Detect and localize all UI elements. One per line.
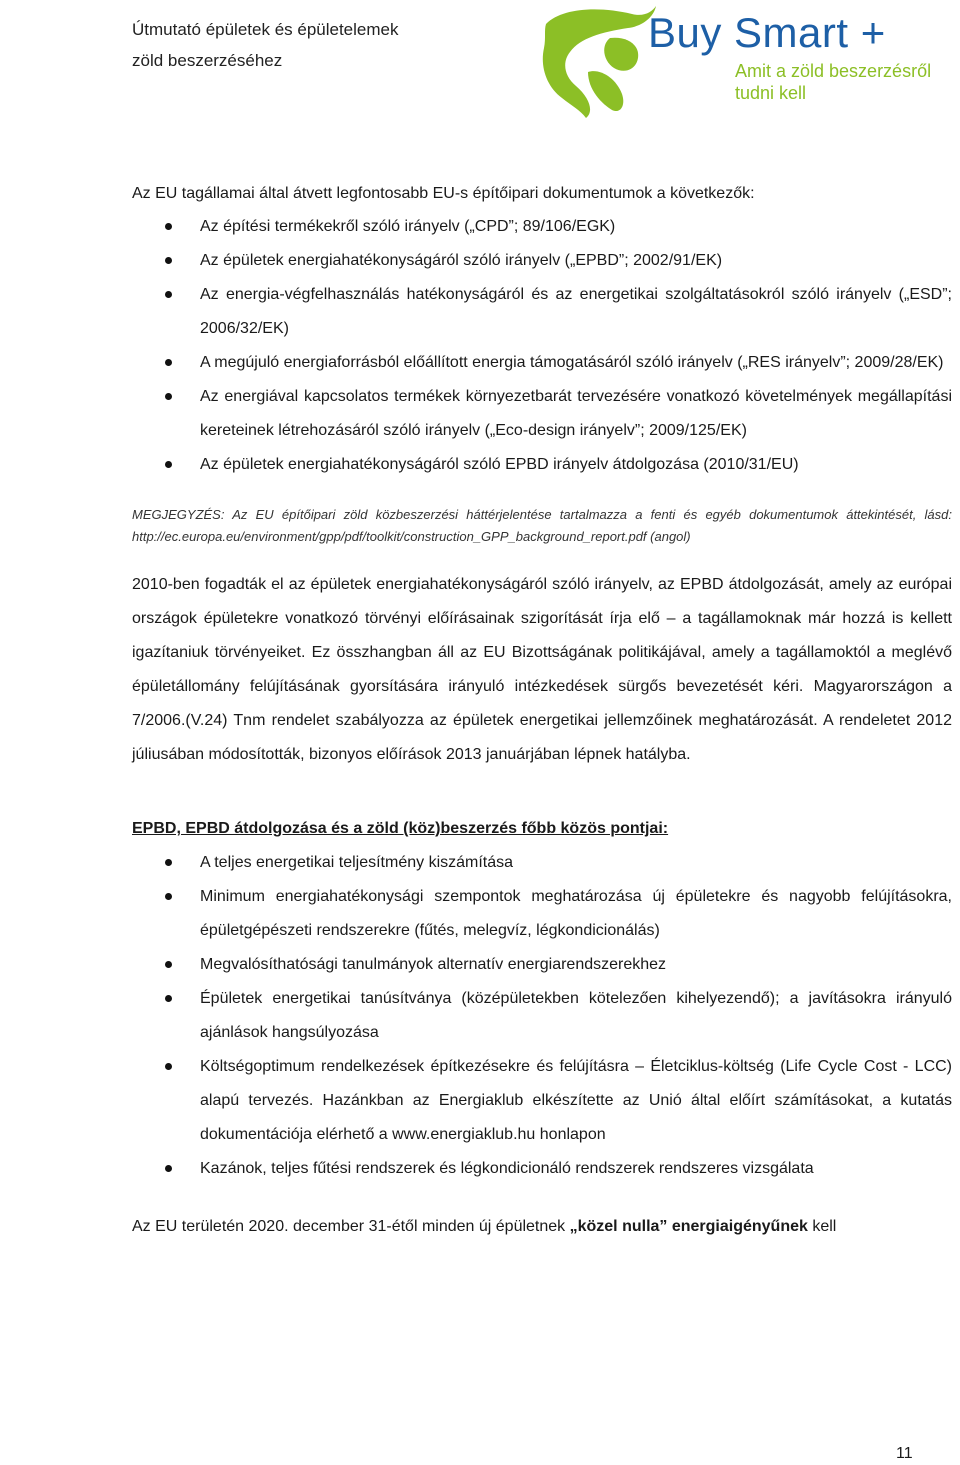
list-item: Kazánok, teljes fűtési rendszerek és légkondicionáló rendszerek rendszeres vizsgálata: [132, 1152, 952, 1186]
logo-tagline-line2: tudni kell: [735, 83, 807, 103]
closing-text-before: Az EU területén 2020. december 31-étől minden új épületnek: [132, 1218, 570, 1235]
bullet-icon: [165, 995, 172, 1002]
header-title-line1: Útmutató épületek és épületelemek: [132, 20, 399, 39]
common-points-list: [132, 846, 952, 1186]
bullet-icon: [165, 359, 172, 366]
list-item: Az épületek energiahatékonyságáról szóló EPBD irányelv átdolgozása (2010/31/EU): [132, 448, 952, 482]
list-item: A megújuló energiaforrásból előállított energia támogatásáról szóló irányelv („RES irányelv”; 2009/28/EK): [132, 346, 952, 380]
logo-tagline: [735, 60, 931, 104]
list-item: Az épületek energiahatékonyságáról szóló irányelv („EPBD”; 2002/91/EK): [132, 244, 952, 278]
closing-text: [132, 1210, 952, 1244]
bullet-icon: [165, 1165, 172, 1172]
bullet-icon: [165, 223, 172, 230]
intro-text: Az EU tagállamai által átvett legfontosabb EU-s építőipari dokumentumok a következők:: [132, 185, 755, 202]
section-heading: EPBD, EPBD átdolgozása és a zöld (köz)beszerzés főbb közös pontjai:: [132, 820, 669, 837]
bullet-icon: [165, 1063, 172, 1070]
bullet-icon: [165, 859, 172, 866]
logo-tagline-line1: Amit a zöld beszerzésről: [735, 61, 932, 81]
closing-text-after: kell: [807, 1218, 837, 1235]
bullet-icon: [165, 291, 172, 298]
list-item: Minimum energiahatékonysági szempontok meghatározása új épületekre és nagyobb felújításokra, épületgépészeti rendszerekre (fűtés, melegvíz, légkondicionálás): [132, 880, 952, 948]
list-item: Az energiával kapcsolatos termékek környezetbarát tervezésére vonatkozó követelmények megállapítási kereteinek létrehozásáról szóló irányelv („Eco-design irányelv”; 2009/125/EK): [132, 380, 952, 448]
bullet-icon: [165, 393, 172, 400]
list-item: Az építési termékekről szóló irányelv („CPD”; 89/106/EGK): [132, 210, 952, 244]
list-item: Épületek energetikai tanúsítványa (középületekben kötelezően kihelyezendő); a javításokra irányuló ajánlások hangsúlyozása: [132, 982, 952, 1050]
page-number: 11: [896, 1445, 913, 1462]
page-body: [132, 180, 952, 1244]
bullet-icon: [165, 961, 172, 968]
note-text: MEGJEGYZÉS: Az EU építőipari zöld közbeszerzési háttérjelentése tartalmazza a fenti és egyéb dokumentumok áttekintését, lásd: http://ec.europa.eu/environment/gpp/pdf/toolkit/construction_GPP_background_report.pdf (angol): [132, 507, 952, 544]
document-header: [132, 14, 399, 76]
body-paragraph: 2010-ben fogadták el az épületek energiahatékonyságáról szóló irányelv, az EPBD átdolgozását, amely az európai országok épületekre vonatkozó törvényi előírásainak szigorítását írja elő – a tagállamoknak már hozzá is kellett igazítaniuk törvényeiket. Ez összhangban áll az EU Bizottságának politikájával, amely a tagállamoktól a meglévő épületállomány felújításának gyorsítására irányuló intézkedések sürgős bevezetését kéri. Magyarországon a 7/2006.(V.24) Tnm rendelet szabályozza az épületek energetikai jellemzőinek meghatározását. A rendeletet 2012 júliusában módosították, bizonyos előírások 2013 januárjában lépnek hatályba.: [132, 576, 952, 763]
logo-brand-text: Buy Smart +: [648, 9, 886, 56]
bullet-icon: [165, 893, 172, 900]
bullet-icon: [165, 257, 172, 264]
bullet-icon: [165, 461, 172, 468]
list-item: Költségoptimum rendelkezések építkezésekre és felújításra – Életciklus-költség (Life Cycle Cost - LCC) alapú tervezés. Hazánkban az Energiaklub elkészítette az Unió által előírt számításokat, a kutatás dokumentációja elérhető a www.energiaklub.hu honlapon: [132, 1050, 952, 1152]
documents-list: [132, 210, 952, 482]
list-item: Megvalósíthatósági tanulmányok alternatív energiarendszerekhez: [132, 948, 952, 982]
closing-text-bold: „közel nulla” energiaigényűnek: [569, 1218, 808, 1235]
list-item: Az energia-végfelhasználás hatékonyságáról és az energetikai szolgáltatásokról szóló irányelv („ESD”; 2006/32/EK): [132, 278, 952, 346]
header-title-line2: zöld beszerzéséhez: [132, 51, 283, 70]
buy-smart-logo: [540, 2, 960, 120]
list-item: A teljes energetikai teljesítmény kiszámítása: [132, 846, 952, 880]
logo-swirl-icon: [540, 2, 660, 120]
